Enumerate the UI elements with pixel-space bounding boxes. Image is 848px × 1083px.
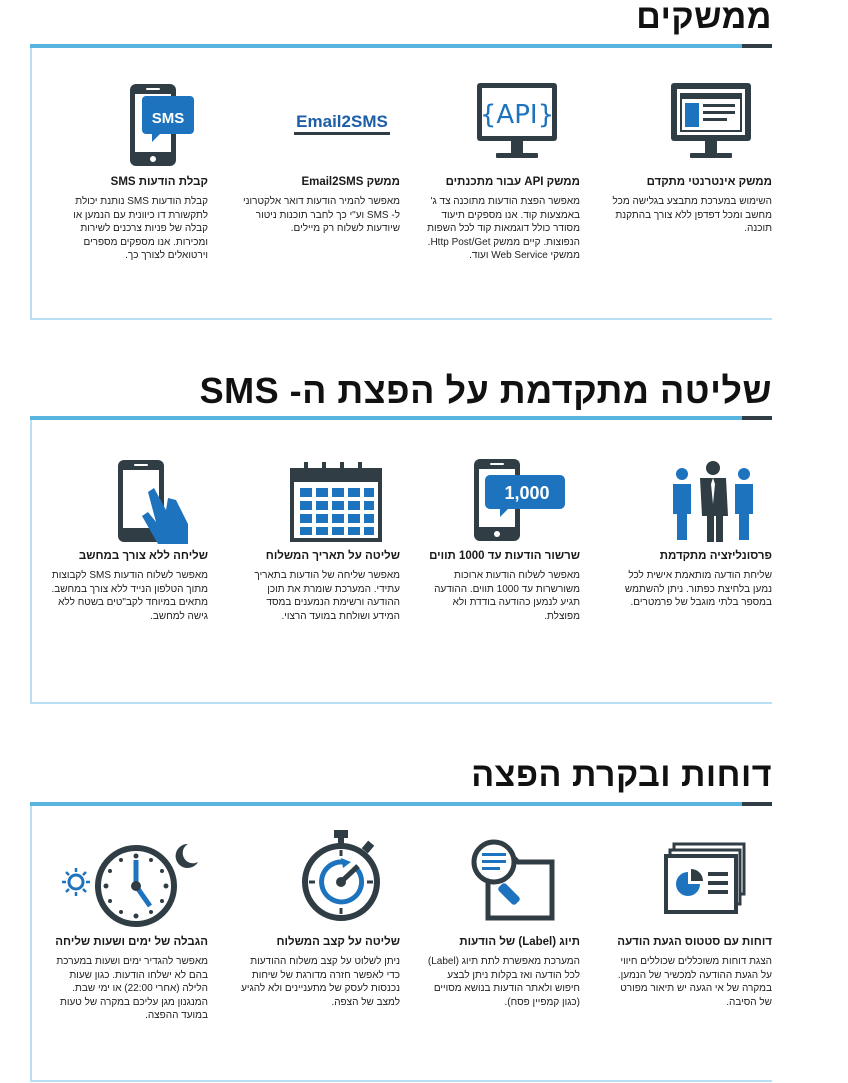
stopwatch-icon [298, 828, 384, 929]
phone-1000-icon [470, 457, 570, 550]
card-concatenation [420, 549, 580, 623]
card-title: תיוג (Label) של הודעות [459, 936, 580, 948]
card-receive-sms [48, 175, 208, 263]
card-title: שליחה ללא צורך במחשב [78, 550, 208, 562]
people-group-icon [670, 460, 756, 547]
card-scheduling [240, 549, 400, 623]
web-interface-icon [668, 80, 754, 171]
card-text: הצגת דוחות משוכללים שכוללים חיווי על הגעת ההודעה למכשיר של הנמען. במקרה של אי הגעה יש תיאור מפורט של הסיבה. [617, 956, 772, 1008]
card-api [420, 175, 580, 263]
card-text: קבלת הודעות SMS נותנת יכולת לתקשורת דו כיוונית עם הנמען או קבלה של פניות צרכנים לשירות ומכירות. אנו מספקים מספרים וירטואלים לצורך כך. [73, 196, 208, 261]
card-text: מאפשר לשלוח הודעות SMS לקבוצות מתוך הטלפון הנייד ללא צורך במחשב. מתאים במיוחד לקב"טים בשטח ללא גישה למחשב. [51, 570, 208, 622]
card-title: הגבלה של ימים ושעות שליחה [55, 936, 208, 948]
card-mobile-send [48, 549, 208, 623]
card-personalization [612, 549, 772, 610]
card-text: מאפשר להמיר הודעות דואר אלקטרוני ל- SMS וע"י כך לחבר תוכנות ניטור שיודעות לשלוח רק מיילים. [243, 196, 400, 234]
email2sms-logo [280, 105, 404, 146]
card-text: המערכת מאפשרת לתת תיוג (Label) לכל הודעה ואז בקלות ניתן לבצע חיפוש ולאתר הודעות בנושא מסויים (כגון קמפיין פסח). [427, 956, 580, 1008]
card-time-restrictions [48, 935, 208, 1023]
card-title: פרסונליזציה מתקדמת [659, 550, 772, 562]
folder-search-icon [468, 836, 558, 929]
card-web-interface [612, 175, 772, 236]
sun-icon [62, 868, 90, 896]
card-text: שליחת הודעה מותאמת אישית לכל נמען בלחיצת כפתור. ניתן להשתמש במספר בלתי מוגבל של פרמטרים. [624, 570, 772, 608]
card-text: מאפשר הפצת הודעות מתוכנה צד ג' באמצעות קוד. אנו מספקים תיעוד מסודר כולל דוגמאות קוד לכל השפות הנפוצות. קיים ממשק Http Post/Get. ממשקי Web Service ועוד. [427, 196, 580, 261]
card-delivery-reports [612, 935, 772, 1009]
section-title-advanced-control: שליטה מתקדמת על הפצת ה- SMS [199, 370, 772, 411]
clock-day-night-icon [60, 838, 200, 933]
card-title: שליטה על תאריך המשלוח [265, 550, 400, 562]
svg-text:{API}: {API} [479, 100, 555, 130]
card-title: דוחות עם סטטוס הגעת הודעה [617, 936, 772, 948]
card-text: מאפשר שליחה של הודעות בתאריך עתידי. המערכת שומרת את תוכן ההודעה ורשימת הנמענים במסד המידע ושולחת במועד הרצוי. [254, 570, 400, 622]
card-title: ממשק API עבור מתכנתים [445, 176, 580, 188]
section-title-reports: דוחות ובקרת הפצה [471, 756, 772, 794]
sms-bubble-text: SMS [151, 110, 185, 127]
hand-phone-icon [114, 458, 194, 549]
card-throttling [240, 935, 400, 1009]
card-title: שרשור הודעות עד 1000 תווים [429, 550, 580, 562]
card-title: שליטה על קצב המשלוח [276, 936, 400, 948]
card-title: קבלת הודעות SMS [110, 176, 208, 188]
card-text: ניתן לשלוט על קצב משלוח ההודעות כדי לאפשר חזרה מדורגת של שיחות נכנסות לעסק של מתעניינים ולא להגיע למצב של הצפה. [241, 956, 400, 1008]
section-title-interfaces: ממשקים [636, 0, 772, 36]
card-text: מאפשר לשלוח הודעות ארוכות משורשרות עד 1000 תווים. ההודעה תגיע לנמען כהודעה בודדת ולא מפוצלת. [434, 570, 580, 622]
card-title: ממשק אינטרנטי מתקדם [646, 176, 772, 188]
card-text: השימוש במערכת מתבצע בגלישה מכל מחשב ומכל דפדפן ללא צורך בהתקנת תוכנה. [612, 196, 772, 234]
api-monitor-icon [474, 80, 560, 171]
card-text: מאפשר להגדיר ימים ושעות במערכת בהם לא ישלחו הודעות. כגון שעות הלילה (אחרי 22:00) או ימי שבת. המנגנון מגן עליכם במקרה של טעות במועד ההפצה. [56, 956, 208, 1021]
email2sms-logo-text: Email2SMS [296, 112, 388, 131]
card-title: ממשק Email2SMS [301, 176, 400, 188]
bubble-1000-text: 1,000 [504, 483, 550, 503]
card-labels [420, 935, 580, 1009]
report-chart-icon [664, 840, 750, 931]
sms-phone-icon [126, 82, 196, 173]
calendar-icon [288, 458, 384, 549]
card-email2sms [240, 175, 400, 236]
